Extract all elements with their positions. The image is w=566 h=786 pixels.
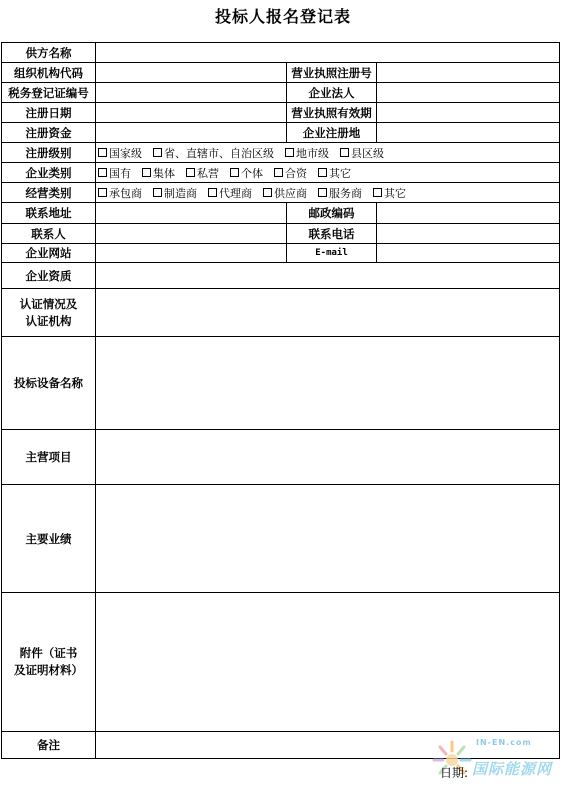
label-attachments-line1: 附件（证书 — [19, 646, 78, 660]
field-website[interactable] — [96, 244, 287, 263]
option-label: 其它 — [329, 166, 351, 180]
row-qualification — [2, 263, 560, 289]
field-reg-date[interactable] — [96, 103, 287, 123]
field-supplier-name[interactable] — [96, 43, 560, 63]
row-equipment — [2, 337, 560, 430]
row-reg-capital — [2, 123, 560, 143]
checkbox-icon[interactable] — [285, 148, 294, 157]
field-attachments[interactable] — [96, 593, 560, 732]
row-org-code — [2, 63, 560, 83]
option-label: 供应商 — [274, 186, 307, 200]
field-equipment-name[interactable] — [96, 337, 560, 430]
company-type-options — [96, 163, 560, 183]
row-main-performance — [2, 485, 560, 593]
row-tax-reg — [2, 83, 560, 103]
label-reg-place: 企业注册地 — [287, 123, 377, 143]
option-company-type-joint-venture[interactable] — [274, 165, 307, 181]
checkbox-icon[interactable] — [153, 188, 162, 197]
label-reg-level: 注册级别 — [2, 143, 96, 163]
row-attachments — [2, 593, 560, 732]
watermark-text: 国际能源网 — [472, 760, 553, 778]
field-tax-reg-no[interactable] — [96, 83, 287, 103]
label-contact-person: 联系人 — [2, 224, 96, 244]
field-license-validity[interactable] — [377, 103, 560, 123]
checkbox-icon[interactable] — [98, 188, 107, 197]
option-label: 服务商 — [329, 186, 362, 200]
label-business-license-no: 营业执照注册号 — [287, 63, 377, 83]
row-company-type — [2, 163, 560, 183]
checkbox-icon[interactable] — [98, 148, 107, 157]
label-postal-code: 邮政编码 — [287, 203, 377, 224]
option-label: 地市级 — [296, 146, 329, 160]
label-main-projects: 主营项目 — [2, 430, 96, 485]
option-label: 承包商 — [109, 186, 142, 200]
field-org-code[interactable] — [96, 63, 287, 83]
row-certification — [2, 289, 560, 337]
label-business-type: 经营类别 — [2, 183, 96, 203]
label-org-code: 组织机构代码 — [2, 63, 96, 83]
option-business-type-other[interactable] — [373, 185, 406, 201]
row-website — [2, 244, 560, 263]
option-business-type-contractor[interactable] — [98, 185, 142, 201]
field-postal-code[interactable] — [377, 203, 560, 224]
label-remarks: 备注 — [2, 732, 96, 759]
label-reg-date: 注册日期 — [2, 103, 96, 123]
field-legal-person[interactable] — [377, 83, 560, 103]
option-label: 县区级 — [351, 146, 384, 160]
field-reg-capital[interactable] — [96, 123, 287, 143]
field-address[interactable] — [96, 203, 287, 224]
option-company-type-private[interactable] — [186, 165, 219, 181]
option-business-type-service[interactable] — [318, 185, 362, 201]
option-label: 代理商 — [219, 186, 252, 200]
option-label: 制造商 — [164, 186, 197, 200]
label-qualification: 企业资质 — [2, 263, 96, 289]
field-main-projects[interactable] — [96, 430, 560, 485]
field-main-performance[interactable] — [96, 485, 560, 593]
checkbox-icon[interactable] — [274, 168, 283, 177]
checkbox-icon[interactable] — [153, 148, 162, 157]
label-license-validity: 营业执照有效期 — [287, 103, 377, 123]
field-contact-person[interactable] — [96, 224, 287, 244]
option-label: 私营 — [197, 166, 219, 180]
checkbox-icon[interactable] — [340, 148, 349, 157]
label-company-type: 企业类别 — [2, 163, 96, 183]
option-reg-level-county[interactable] — [340, 145, 384, 161]
label-supplier-name: 供方名称 — [2, 43, 96, 63]
label-legal-person: 企业法人 — [287, 83, 377, 103]
label-equipment-name: 投标设备名称 — [2, 337, 96, 430]
checkbox-icon[interactable] — [373, 188, 382, 197]
label-attachments — [2, 593, 96, 732]
checkbox-icon[interactable] — [208, 188, 217, 197]
checkbox-icon[interactable] — [186, 168, 195, 177]
row-reg-date — [2, 103, 560, 123]
label-email: E-mail — [287, 244, 377, 263]
option-label: 集体 — [153, 166, 175, 180]
checkbox-icon[interactable] — [142, 168, 151, 177]
registration-form-table — [1, 42, 560, 759]
row-reg-level — [2, 143, 560, 163]
label-attachments-line2: 及证明材料） — [14, 663, 83, 677]
option-reg-level-national[interactable] — [98, 145, 142, 161]
label-certification-line2: 认证机构 — [25, 313, 72, 328]
checkbox-icon[interactable] — [318, 168, 327, 177]
option-label: 省、直辖市、自治区级 — [164, 146, 274, 160]
option-label: 国有 — [109, 166, 131, 180]
checkbox-icon[interactable] — [263, 188, 272, 197]
field-contact-phone[interactable] — [377, 224, 560, 244]
label-tax-reg-no: 税务登记证编号 — [2, 83, 96, 103]
row-supplier-name — [2, 43, 560, 63]
option-business-type-manufacturer[interactable] — [153, 185, 197, 201]
option-reg-level-province[interactable] — [153, 145, 274, 161]
form-title: 投标人报名登记表 — [214, 7, 351, 26]
business-type-options — [96, 183, 560, 203]
date-label: 日期: — [440, 766, 469, 780]
watermark-site: IN-EN.com — [476, 738, 532, 747]
row-contact — [2, 224, 560, 244]
option-company-type-other[interactable] — [318, 165, 351, 181]
row-business-type — [2, 183, 560, 203]
field-business-license-no[interactable] — [377, 63, 560, 83]
option-business-type-supplier[interactable] — [263, 185, 307, 201]
option-business-type-agent[interactable] — [208, 185, 252, 201]
option-company-type-collective[interactable] — [142, 165, 175, 181]
option-company-type-individual[interactable] — [230, 165, 263, 181]
row-main-projects — [2, 430, 560, 485]
option-reg-level-city[interactable] — [285, 145, 329, 161]
label-address: 联系地址 — [2, 203, 96, 224]
option-label: 其它 — [384, 186, 406, 200]
label-contact-phone: 联系电话 — [287, 224, 377, 244]
row-address — [2, 203, 560, 224]
option-label: 合资 — [285, 166, 307, 180]
checkbox-icon[interactable] — [98, 168, 107, 177]
field-certification[interactable] — [96, 289, 560, 337]
label-reg-capital: 注册资金 — [2, 123, 96, 143]
field-qualification[interactable] — [96, 263, 560, 289]
reg-level-options — [96, 143, 560, 163]
option-label: 国家级 — [109, 146, 142, 160]
field-reg-place[interactable] — [377, 123, 560, 143]
option-company-type-state[interactable] — [98, 165, 131, 181]
field-email[interactable] — [377, 244, 560, 263]
label-website: 企业网站 — [2, 244, 96, 263]
option-label: 个体 — [241, 166, 263, 180]
label-certification-line1: 认证情况及 — [19, 296, 78, 311]
checkbox-icon[interactable] — [230, 168, 239, 177]
label-main-performance: 主要业绩 — [2, 485, 96, 593]
label-certification — [2, 289, 96, 337]
checkbox-icon[interactable] — [318, 188, 327, 197]
